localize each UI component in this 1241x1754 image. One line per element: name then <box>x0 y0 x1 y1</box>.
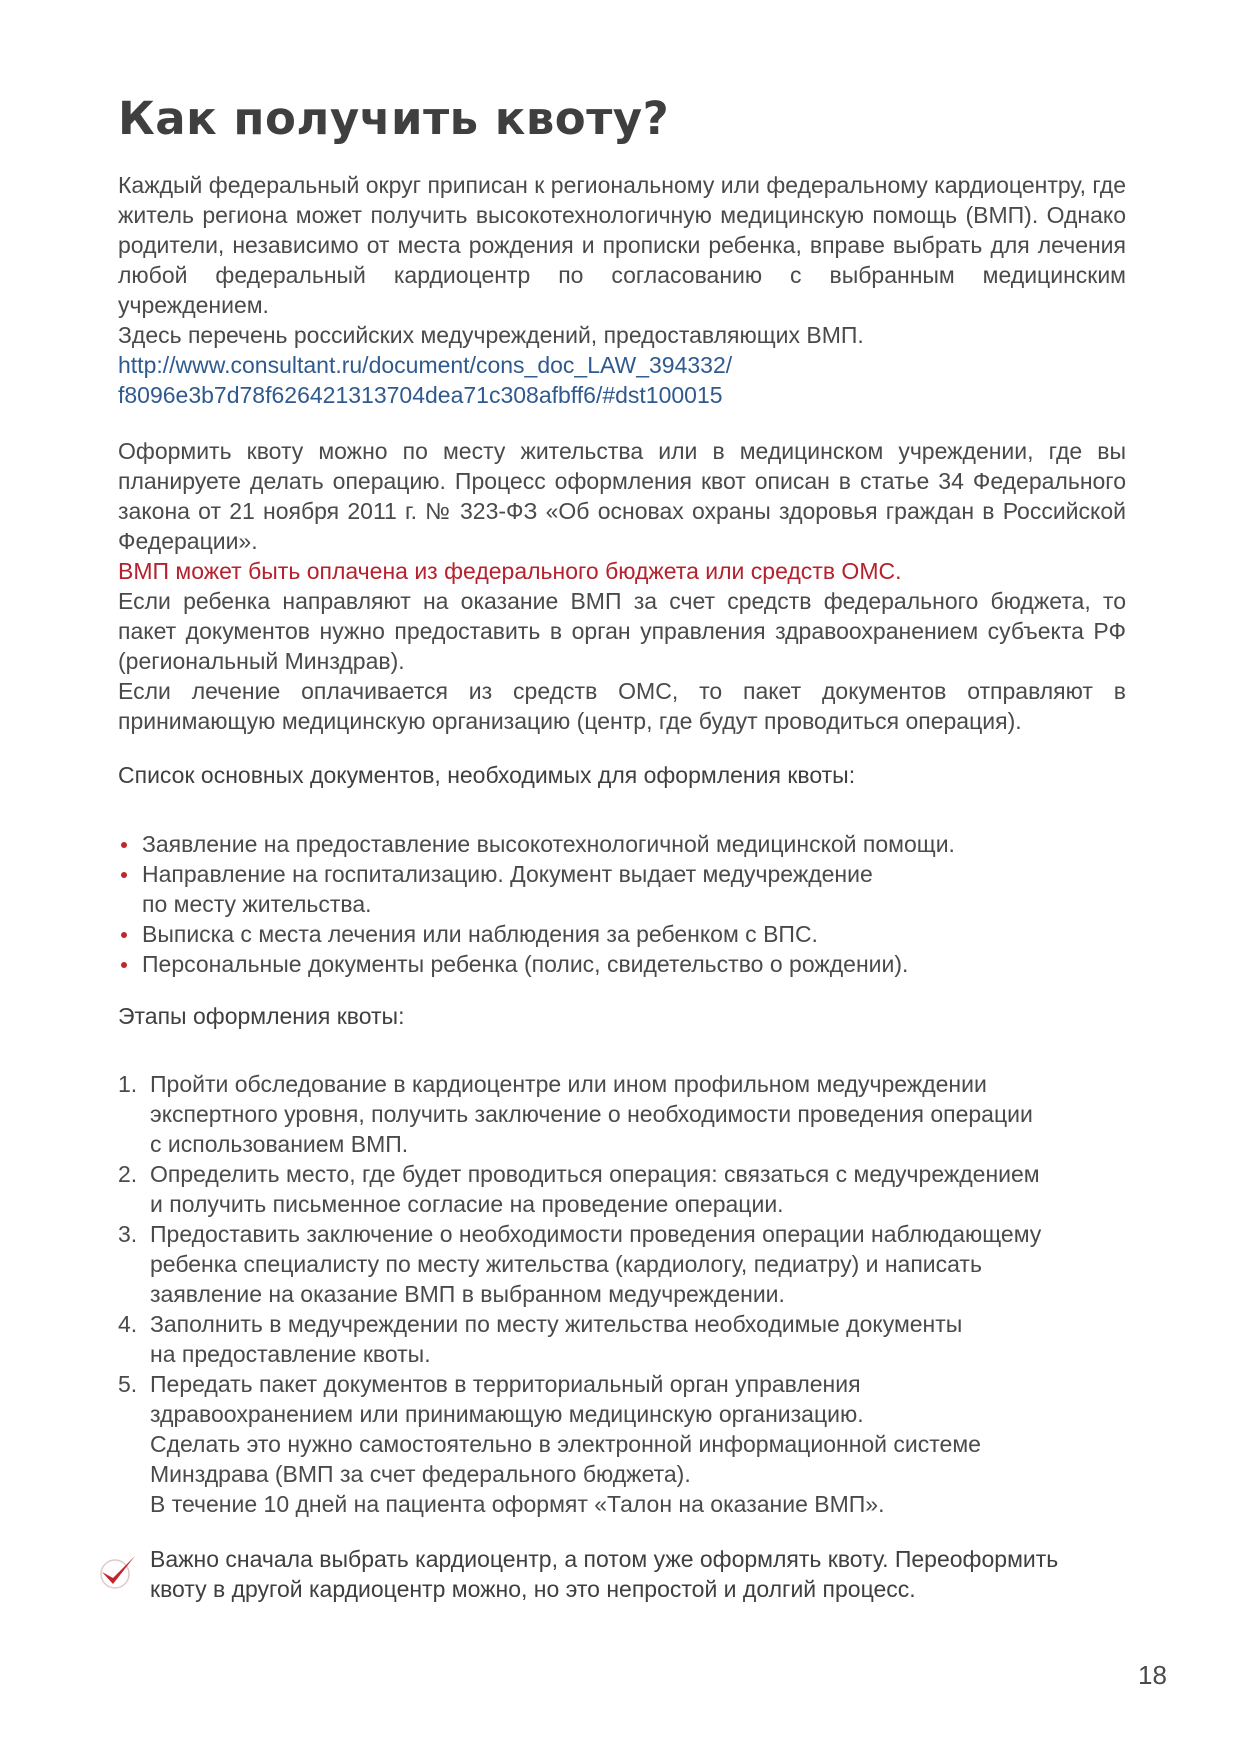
consultant-link-line1[interactable]: http://www.consultant.ru/document/cons_doc_LAW_394332/ <box>118 352 733 378</box>
list-item: Персональные документы ребенка (полис, свидетельство о рождении). <box>118 949 1128 979</box>
step-number: 3. <box>118 1221 138 1247</box>
important-note <box>150 1544 1150 1604</box>
step-item: 1. Пройти обследование в кардиоцентре или ином профильном медучреждении экспертного уровня, получить заключение о необходимости проведения операции с использованием ВМП. <box>118 1071 1033 1157</box>
step-number: 2. <box>118 1161 138 1187</box>
list-intro: Здесь перечень российских медучреждений, предоставляющих ВМП. <box>118 322 864 348</box>
bullet-icon <box>121 932 127 938</box>
step-item: 5. Передать пакет документов в территориальный орган управления здравоохранением или принимающую медицинскую организацию. Сделать это нужно самостоятельно в электронной информационной системе Минздрава (ВМП за счет федерального бюджета). В течение 10 дней на пациента оформят «Талон на оказание ВМП». <box>118 1371 981 1517</box>
step-item: 3. Предоставить заключение о необходимости проведения операции наблюдающему ребенка специалисту по месту жительства (кардиологу, педиатру) и написать заявление на оказание ВМП в выбранном медучреждении. <box>118 1221 1042 1307</box>
federal-paragraph: Если ребенка направляют на оказание ВМП за счет средств федерального бюджета, то пакет документов нужно предоставить в орган управления здравоохранением субъекта РФ (региональный Минздрав). <box>118 588 1126 674</box>
note-line: Важно сначала выбрать кардиоцентр, а потом уже оформлять квоту. Переоформить <box>150 1546 1059 1572</box>
bullet-icon <box>121 962 127 968</box>
note-line: квоту в другой кардиоцентр можно, но это непростой и долгий процесс. <box>150 1576 916 1602</box>
bullet-icon <box>121 842 127 848</box>
bullet-icon <box>121 872 127 878</box>
step-number: 1. <box>118 1071 138 1097</box>
checkmark-icon <box>98 1552 138 1592</box>
list-item: Направление на госпитализацию. Документ выдает медучреждение по месту жительства. <box>118 859 1128 919</box>
intro-paragraph: Каждый федеральный округ приписан к региональному или федеральному кардиоцентру, где житель региона может получить высокотехнологичную медицинскую помощь (ВМП). Однако родители, независимо от места рождения и прописки ребенка, вправе выбрать для лечения любой федеральный кардиоцентр по согласованию с выбранным медицинским учреждением. <box>118 172 1126 318</box>
documents-list <box>118 829 1128 979</box>
steps-heading: Этапы оформления квоты: <box>118 1003 405 1029</box>
oms-paragraph: Если лечение оплачивается из средств ОМС, то пакет документов отправляют в принимающую медицинскую организацию (центр, где будут проводиться операция). <box>118 678 1126 734</box>
list-item: Заявление на предоставление высокотехнологичной медицинской помощи. <box>118 829 1128 859</box>
step-item: 4. Заполнить в медучреждении по месту жительства необходимые документы на предоставление квоты. <box>118 1311 963 1367</box>
funding-highlight: ВМП может быть оплачена из федерального бюджета или средств ОМС. <box>118 558 902 584</box>
step-item: 2. Определить место, где будет проводиться операция: связаться с медучреждением и получить письменное согласие на проведение операции. <box>118 1161 1040 1217</box>
procedure-block <box>118 436 1126 736</box>
step-number: 4. <box>118 1311 138 1337</box>
steps-list <box>118 1069 1128 1519</box>
page-title: Как получить квоту? <box>118 92 670 145</box>
procedure-paragraph: Оформить квоту можно по месту жительства или в медицинском учреждении, где вы планируете делать операцию. Процесс оформления квот описан в статье 34 Федерального закона от 21 ноября 2011 г. № 323-ФЗ «Об основах охраны здоровья граждан в Российской Федерации». <box>118 438 1126 554</box>
documents-heading: Список основных документов, необходимых для оформления квоты: <box>118 762 856 788</box>
step-number: 5. <box>118 1371 138 1397</box>
consultant-link-line2[interactable]: f8096e3b7d78f626421313704dea71c308afbff6/#dst100015 <box>118 382 723 408</box>
intro-block <box>118 170 1126 410</box>
page-number: 18 <box>1138 1660 1167 1690</box>
list-item: Выписка с места лечения или наблюдения за ребенком с ВПС. <box>118 919 1128 949</box>
